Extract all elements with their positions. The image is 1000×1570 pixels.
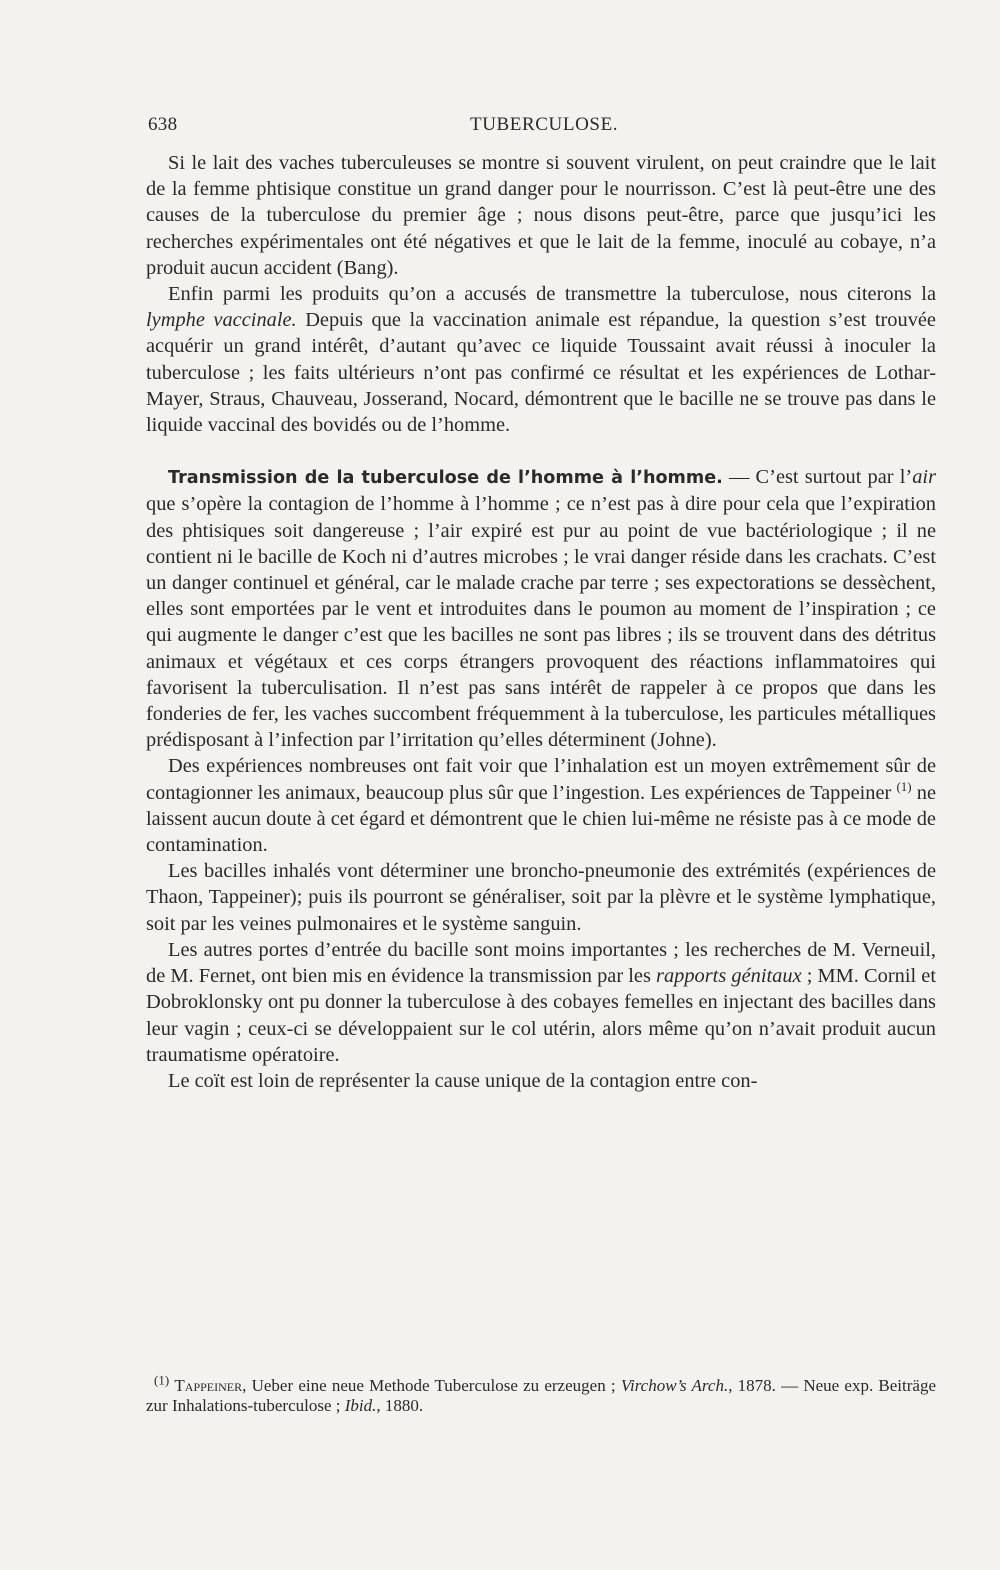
footnote-author: Tappeiner,	[174, 1376, 247, 1395]
paragraph-text: Depuis que la vaccination animale est répandue, la question s’est trouvée acquérir un grand intérêt, d’autant qu’avec ce liquide Toussaint avait réussi à inoculer la tuberculose ; les faits ultérieurs n’ont pas confirmé ce résultat et les expériences de Lothar-Mayer, Straus, Chauveau, Josserand, Nocard, démontrent que le bacille ne se trouve pas dans le liquide vaccinal des bovidés ou de l’homme.	[146, 309, 936, 437]
emphasis-text: rapports génitaux	[656, 965, 802, 988]
footnote-text: , 1878. — Neue exp. Beiträge zur Inhalations-tuberculose ;	[146, 1376, 937, 1415]
paragraph-text: — C’est surtout par l’	[722, 466, 913, 489]
footnote-marker: (1)	[154, 1372, 170, 1388]
paragraph-vaccine	[146, 281, 936, 438]
paragraph-text: Si le lait des vaches tuberculeuses se montre si souvent virulent, on peut craindre que le lait de la femme phtisique constitue un grand danger pour le nourrisson. C’est là peut-être une des causes de la tuberculose du premier âge ; nous disons peut-être, parce que jusqu’ici les recherches expérimentales ont été négatives et que le lait de la femme, inoculé au cobaye, n’a produit aucun accident (Bang).	[146, 152, 936, 279]
section-heading: Transmission de la tuberculose de l’homme à l’homme.	[168, 468, 723, 489]
paragraph-text: Les autres portes d’entrée du bacille sont moins importantes ; les recherches de M. Verneuil, de M. Fernet, ont bien mis en évidence la transmission par les	[146, 938, 936, 988]
footnotes	[146, 1372, 937, 1416]
emphasis-text: lymphe vaccinale.	[146, 309, 297, 332]
emphasis-text: air	[912, 466, 936, 489]
paragraph-inhalation	[146, 753, 936, 858]
paragraph-text: que s’opère la contagion de l’homme à l’homme ; ce n’est pas à dire pour cela que l’expiration des phtisiques soit dangereuse ; l’air expiré est pur au point de vue bactériologique ; il ne contient ni le bacille de Koch ni d’autres microbes ; le vrai danger réside dans les crachats. C’est un danger continuel et général, car le malade crache par terre ; ses expectorations se dessèchent, elles sont emportées par le vent et introduites dans le poumon au moment de l’inspiration ; ce qui augmente le danger c’est que les bacilles ne sont pas libres ; ils se trouvent dans des détritus animaux et végétaux et ces corps étrangers provoquent des réactions inflammatoires qui favorisent la tuberculisation. Il n’est pas sans intérêt de rappeler à ce propos que dans les fonderies de fer, les vaches succombent fréquemment à la tuberculose, les particules métalliques prédisposant à l’infection par l’irritation qu’elles déterminent (Johne).	[146, 493, 936, 752]
body-text	[146, 150, 936, 1094]
paragraph-text: ne laissent aucun doute à cet égard et démontrent que le chien lui-même ne résiste pas à ce mode de contamination.	[146, 781, 936, 857]
paragraph-continued	[146, 1068, 936, 1094]
footnote	[146, 1372, 937, 1416]
footnote-text: , 1880.	[376, 1396, 424, 1415]
page-number: 638	[148, 114, 178, 135]
footnote-reference: (1)	[896, 778, 912, 794]
footnote-source: Virchow’s Arch.	[620, 1376, 729, 1395]
footnote-source: Ibid.	[344, 1396, 377, 1415]
paragraph-text: Les bacilles inhalés vont déterminer une broncho-pneumonie des extrémités (expériences de Thaon, Tappeiner); puis ils pourront se généraliser, soit par la plèvre et le système lymphatique, soit par les veines pulmonaires et le système sanguin.	[146, 860, 936, 935]
footnote-text: Ueber eine neue Methode Tuberculose zu erzeugen ;	[246, 1376, 621, 1395]
running-title: TUBERCULOSE.	[470, 114, 619, 135]
paragraph-other-routes	[146, 937, 936, 1068]
paragraph-milk	[146, 150, 936, 281]
paragraph-text: Le coït est loin de représenter la cause unique de la contagion entre con-	[168, 1069, 758, 1092]
paragraph-text: Enfin parmi les produits qu’on a accusés de transmettre la tuberculose, nous citerons la	[168, 283, 936, 306]
page-header	[148, 114, 938, 144]
paragraph-bacilli	[146, 858, 936, 937]
section-paragraph	[146, 464, 936, 753]
paragraph-text: Des expériences nombreuses ont fait voir que l’inhalation est un moyen extrêmement sûr de contagionner les animaux, beaucoup plus sûr que l’ingestion. Les expériences de Tappeiner	[146, 755, 936, 804]
paragraph-text: ; MM. Cornil et Dobroklonsky ont pu donner la tuberculose à des cobayes femelles en injectant des bacilles dans leur vagin ; ceux-ci se développaient sur le col utérin, alors même qu’on n’avait produit aucun traumatisme opératoire.	[146, 965, 936, 1066]
